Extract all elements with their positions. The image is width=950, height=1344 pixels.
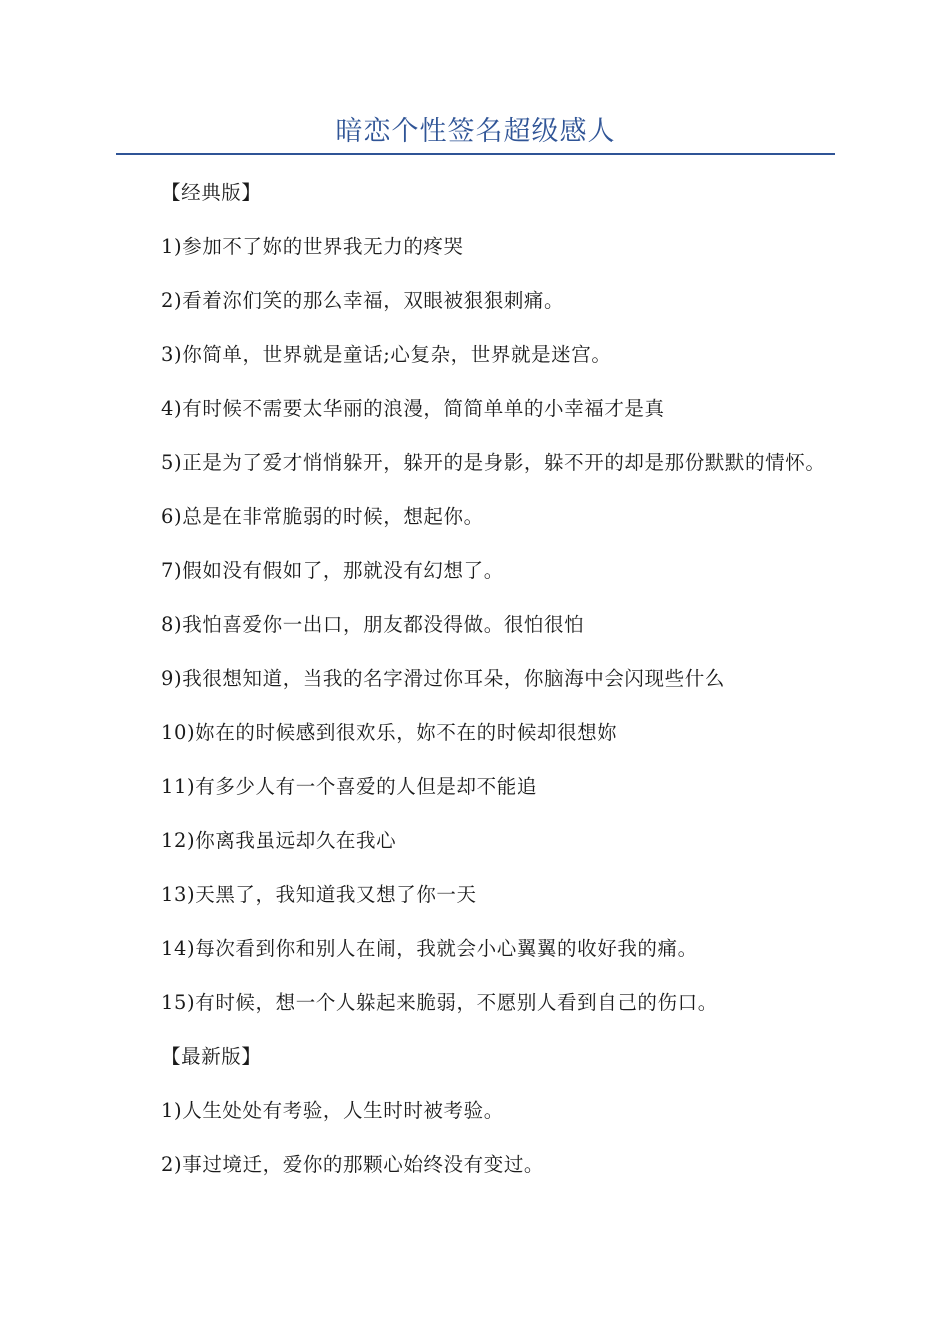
paragraph: 8)我怕喜爱你一出口，朋友都没得做。很怕很怕	[161, 613, 585, 636]
paragraph: 12)你离我虽远却久在我心	[161, 829, 397, 852]
paragraph: 5)正是为了爱才悄悄躲开，躲开的是身影，躲不开的却是那份默默的情怀。	[161, 451, 826, 474]
paragraph: 15)有时候，想一个人躲起来脆弱，不愿别人看到自己的伤口。	[161, 991, 718, 1014]
title-underline	[116, 153, 835, 155]
document-title: 暗恋个性签名超级感人	[335, 116, 616, 147]
paragraph: 3)你简单，世界就是童话;心复杂，世界就是迷宫。	[161, 343, 612, 366]
section-heading-latest: 【最新版】	[161, 1045, 262, 1068]
paragraph: 2)看着沵们笑的那么幸福，双眼被狠狠刺痛。	[161, 289, 565, 312]
paragraph: 9)我很想知道，当我的名字滑过你耳朵，你脑海中会闪现些什么	[161, 667, 725, 690]
paragraph: 1)人生处处有考验，人生时时被考验。	[161, 1099, 504, 1122]
paragraph: 7)假如没有假如了，那就没有幻想了。	[161, 559, 504, 582]
paragraph: 11)有多少人有一个喜爱的人但是却不能追	[161, 775, 537, 798]
paragraph: 4)有时候不需要太华丽的浪漫，简简单单的小幸福才是真	[161, 397, 665, 420]
paragraph: 1)参加不了妳的世界我无力的疼哭	[161, 235, 464, 258]
paragraph: 14)每次看到你和别人在闹，我就会小心翼翼的收好我的痛。	[161, 937, 698, 960]
paragraph: 10)妳在的时候感到很欢乐，妳不在的时候却很想妳	[161, 721, 618, 744]
paragraph: 2)事过境迁，爱你的那颗心始终没有变过。	[161, 1153, 545, 1176]
paragraph: 6)总是在非常脆弱的时候，想起你。	[161, 505, 484, 528]
paragraph: 13)天黑了，我知道我又想了你一天	[161, 883, 477, 906]
section-heading-classic: 【经典版】	[161, 181, 262, 204]
document-body	[116, 176, 835, 1182]
